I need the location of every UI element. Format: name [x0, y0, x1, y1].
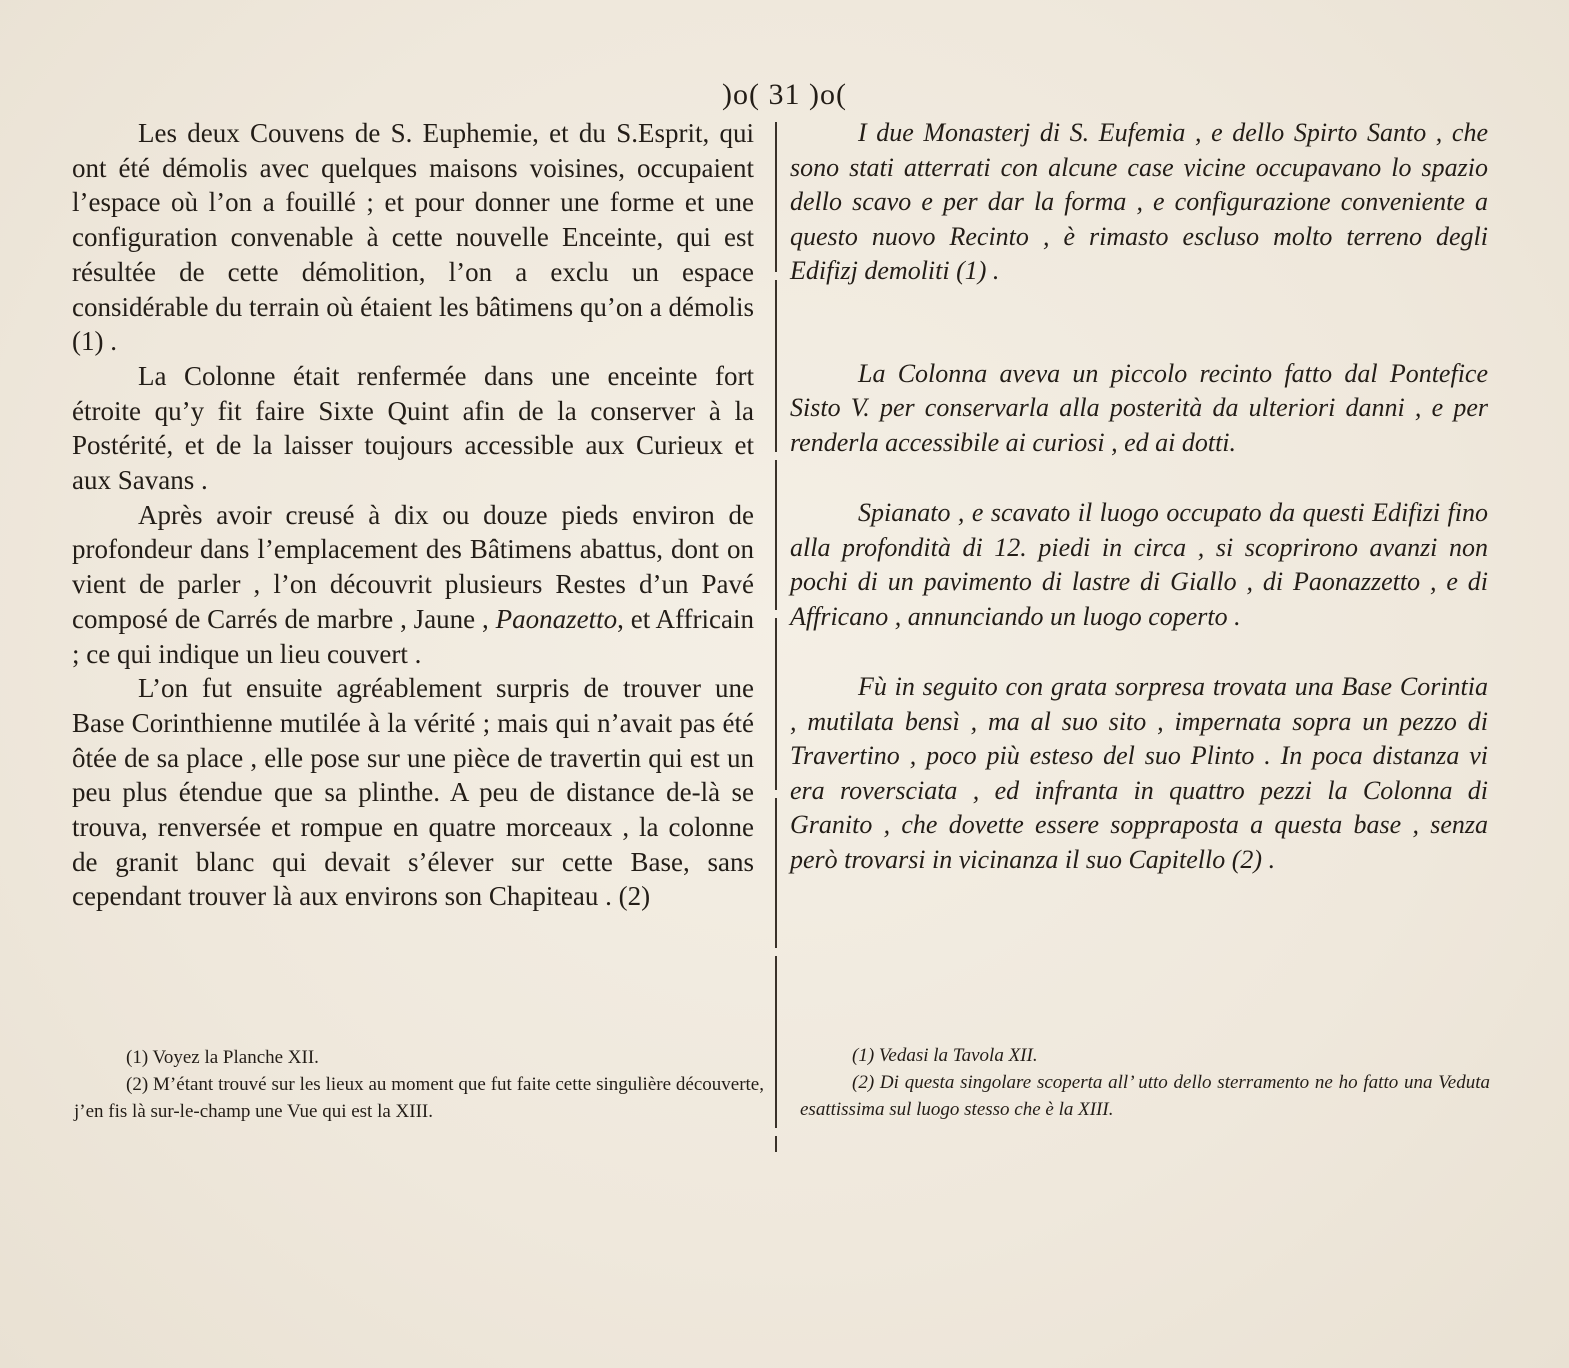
italian-paragraph-2: La Colonna aveva un piccolo recinto fatto dal Pontefice Sisto V. per conservarla alla posterità da ulteriori danni , e per renderla accessibile ai curiosi , ed ai dotti.: [790, 358, 1488, 457]
french-footnote-1: (1) Voyez la Planche XII.: [126, 1047, 319, 1068]
italian-column: [790, 116, 1488, 877]
page-number: )o( 31 )o(: [722, 78, 847, 111]
italian-footnote-1: (1) Vedasi la Tavola XII.: [852, 1045, 1038, 1066]
french-paragraph-3: [72, 498, 754, 672]
italian-paragraph-4: Fù in seguito con grata sorpresa trovata una Base Corintia , mutilata bensì , ma al suo sito , impernata sopra un pezzo di Travertino , poco più esteso del suo Plinto . In poca distanza vi era roversciata , ed infranta in quattro pezzi la Colonna di Granito , che dovette essere soppraposta a questa base , senza però trovarsi in vicinanza il suo Capitello (2) .: [790, 672, 1488, 874]
french-footnote-2: (2) M’étant trouvé sur les lieux au moment que fut faite cette singulière découverte, j’en fis là sur-le-champ une Vue qui est la XIII.: [74, 1074, 764, 1122]
french-paragraph-4: L’on fut ensuite agréablement surpris de trouver une Base Corinthienne mutilée à la vérité ; mais qui n’avait pas été ôtée de sa place , elle pose sur une pièce de travertin qui est un peu plus étendue que sa plinthe. A peu de distance de-là se trouva, renversée et rompue en quatre morceaux , la colonne de granit blanc qui devait s’élever sur cette Base, sans cependant trouver là aux environs son Chapiteau . (2): [72, 673, 754, 912]
italian-footnotes: [800, 1042, 1490, 1123]
italian-paragraph-1: I due Monasterj di S. Eufemia , e dello Spirto Santo , che sono stati atterrati con alcune case vicine occupavano lo spazio dello scavo e per dar la forma , e configurazione conveniente a questo nuovo Recinto , è rimasto escluso molto terreno degli Edifizj demoliti (1) .: [790, 118, 1488, 285]
french-paragraph-3-text-a: Après avoir creusé à dix ou douze pieds environ de profondeur dans l’emplacement des Bâtimens abattus, dont on vient de parler , l’on découvrit plusieurs Restes d’un Pavé composé de Carrés de marbre , Jaune ,: [72, 499, 754, 634]
french-paragraph-3-text-b: , et Affricain ; ce qui indique un lieu couvert .: [72, 603, 755, 669]
column-divider: [775, 122, 777, 1152]
french-footnotes: [74, 1044, 764, 1125]
french-column: [72, 116, 754, 914]
italian-footnote-2: (2) Di questa singolare scoperta all’ utto dello sterramento ne ho fatto una Veduta esattissima sul luogo stesso che è la XIII.: [800, 1072, 1490, 1120]
french-paragraph-1: Les deux Couvens de S. Euphemie, et du S.Esprit, qui ont été démolis avec quelques maisons voisines, occupaient l’espace où l’on a fouillé ; et pour donner une forme et une configuration convenable à cette nouvelle Enceinte, qui est résultée de cette démolition, l’on a exclu un espace considérable du terrain où étaient les bâtimens qu’on a démolis (1) .: [72, 118, 754, 357]
french-paragraph-2: La Colonne était renfermée dans une enceinte fort étroite qu’y fit faire Sixte Quint afin de la conserver à la Postérité, et de la laisser toujours accessible aux Curieux et aux Savans .: [72, 360, 754, 496]
french-paragraph-3-italic: Paonazetto: [495, 603, 618, 634]
italian-paragraph-3: Spianato , e scavato il luogo occupato da questi Edifizi fino alla profondità di 12. piedi in circa , si scoprirono avanzi non pochi di un pavimento di lastre di Giallo , di Paonazzetto , e di Affricano , annunciando un luogo coperto .: [790, 498, 1488, 631]
